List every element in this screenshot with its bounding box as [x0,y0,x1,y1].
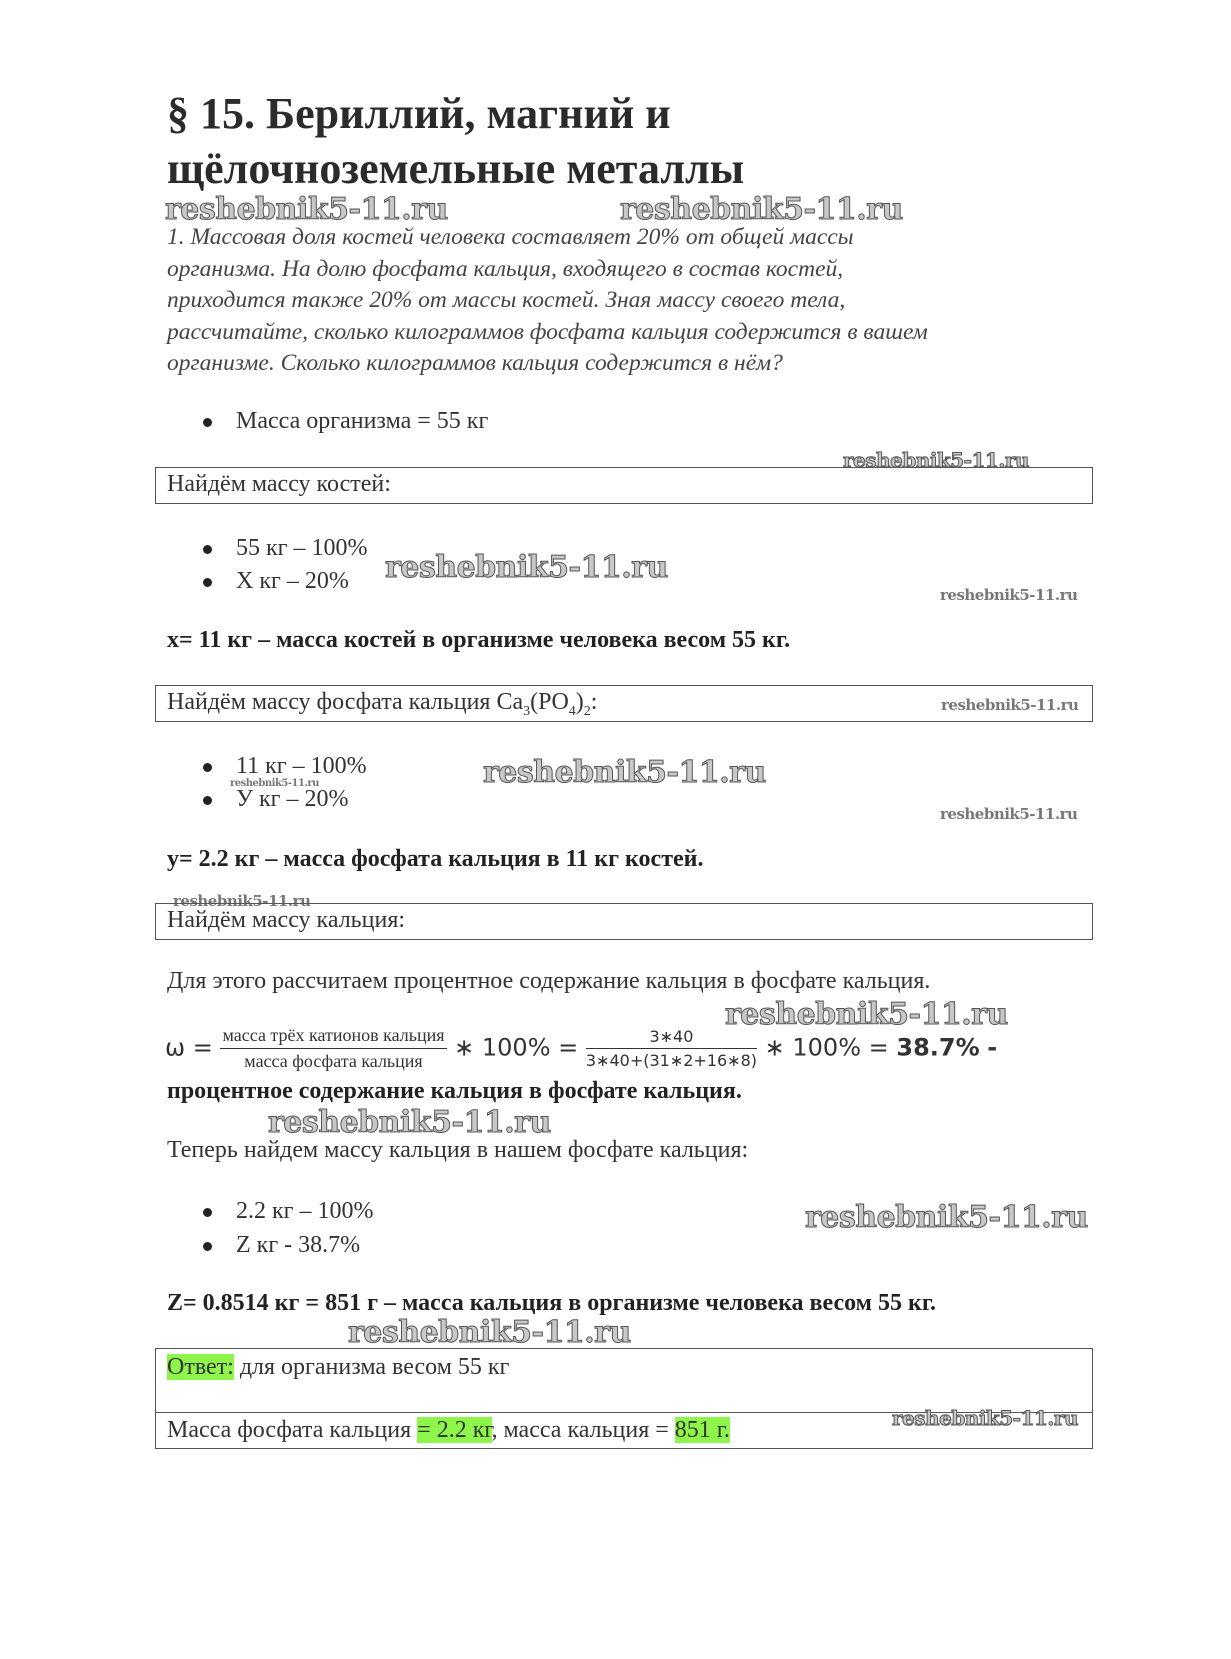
watermark: reshebnik5-11.ru [940,805,1078,823]
times-100: ∗ 100% = [454,1033,579,1062]
task-text [167,222,928,380]
times-100: ∗ 100% = [764,1033,889,1062]
task-line: организма. На долю фосфата кальция, входящего в состав костей, [167,255,844,282]
list-item [203,1232,360,1259]
percent-value: 38.7% [896,1033,980,1062]
watermark: reshebnik5-11.ru [620,192,903,227]
watermark: reshebnik5-11.ru [940,586,1078,604]
watermark: reshebnik5-11.ru [843,448,1029,472]
fraction-words: $\frac{\text{масса трёх катионов кальция}}{\text{масса фосфата кальция}}$ [222,1025,445,1071]
list-item [203,753,367,780]
dash: - [987,1033,998,1062]
step1-result: x= 11 кг – масса костей в организме человека весом 55 кг. [167,627,791,653]
watermark: reshebnik5-11.ru [941,696,1079,714]
answer-label: Ответ: [167,1354,234,1380]
task-line: 1. Массовая доля костей человека составляет 20% от общей массы [167,224,854,250]
step3-result: Z= 0.8514 кг = 851 г – масса кальция в организме человека весом 55 кг. [167,1290,937,1316]
percent-formula [165,1025,997,1072]
step2-result: y= 2.2 кг – масса фосфата кальция в 11 кг костей. [167,846,704,872]
page-title: § 15. Бериллий, магний и [167,89,671,138]
step-heading: Найдём массу кальция: [167,907,406,933]
list-item [203,568,349,595]
answer-box [155,1348,1093,1449]
watermark: reshebnik5-11.ru [230,778,319,789]
step3-intro: Для этого рассчитаем процентное содержание кальция в фосфате кальция. [167,968,931,994]
answer-line1: Ответ: для организма весом 55 кг [167,1354,510,1380]
step-heading: Найдём массу костей: [167,471,391,497]
watermark: reshebnik5-11.ru [892,1406,1078,1430]
bullet-text: 11 кг – 100% [236,753,367,779]
watermark: reshebnik5-11.ru [725,997,1008,1032]
list-item [203,1198,374,1225]
task-line: приходится также 20% от массы костей. Зная массу своего тела, [167,287,846,313]
watermark: reshebnik5-11.ru [165,192,448,227]
watermark: reshebnik5-11.ru [348,1315,631,1350]
list-item [203,408,488,435]
omega-symbol: ω = [165,1033,213,1062]
watermark: reshebnik5-11.ru [173,892,311,910]
bullet-text: Х кг – 20% [236,568,349,594]
task-line: организме. Сколько килограммов кальция содержится в нём? [167,350,783,376]
fraction-numbers: $\frac{3∗40}{3∗40+(31∗2+16∗8)}$ [585,1027,758,1070]
bullet-text: 55 кг – 100% [236,535,368,561]
list-item [203,535,368,562]
list-item [203,786,349,813]
task-line: рассчитайте, сколько килограммов фосфата кальция содержится в вашем [167,318,928,345]
step3-next: Теперь найдем массу кальция в нашем фосфате кальция: [167,1137,749,1163]
formula-caption: процентное содержание кальция в фосфате кальция. [167,1078,742,1104]
bullet-text: 2.2 кг – 100% [236,1198,374,1224]
watermark: reshebnik5-11.ru [268,1105,551,1140]
given-text: Масса организма = 55 кг [236,408,489,434]
bullet-text: Z кг - 38.7% [236,1232,361,1258]
step1-box [155,467,1093,504]
page-title-line2: щёлочноземельные металлы [167,144,745,193]
step-heading: Найдём массу фосфата кальция $Ca_3(PO_4)_2$: [167,689,598,719]
answer-line2: Масса фосфата кальция = 2.2 кг, масса кальция = 851 г. [167,1417,730,1443]
bullet-text: У кг – 20% [236,786,349,812]
watermark: reshebnik5-11.ru [483,755,766,790]
watermark: reshebnik5-11.ru [805,1200,1088,1235]
step2-box [155,685,1093,722]
step3-box [155,903,1093,940]
watermark: reshebnik5-11.ru [385,550,668,585]
